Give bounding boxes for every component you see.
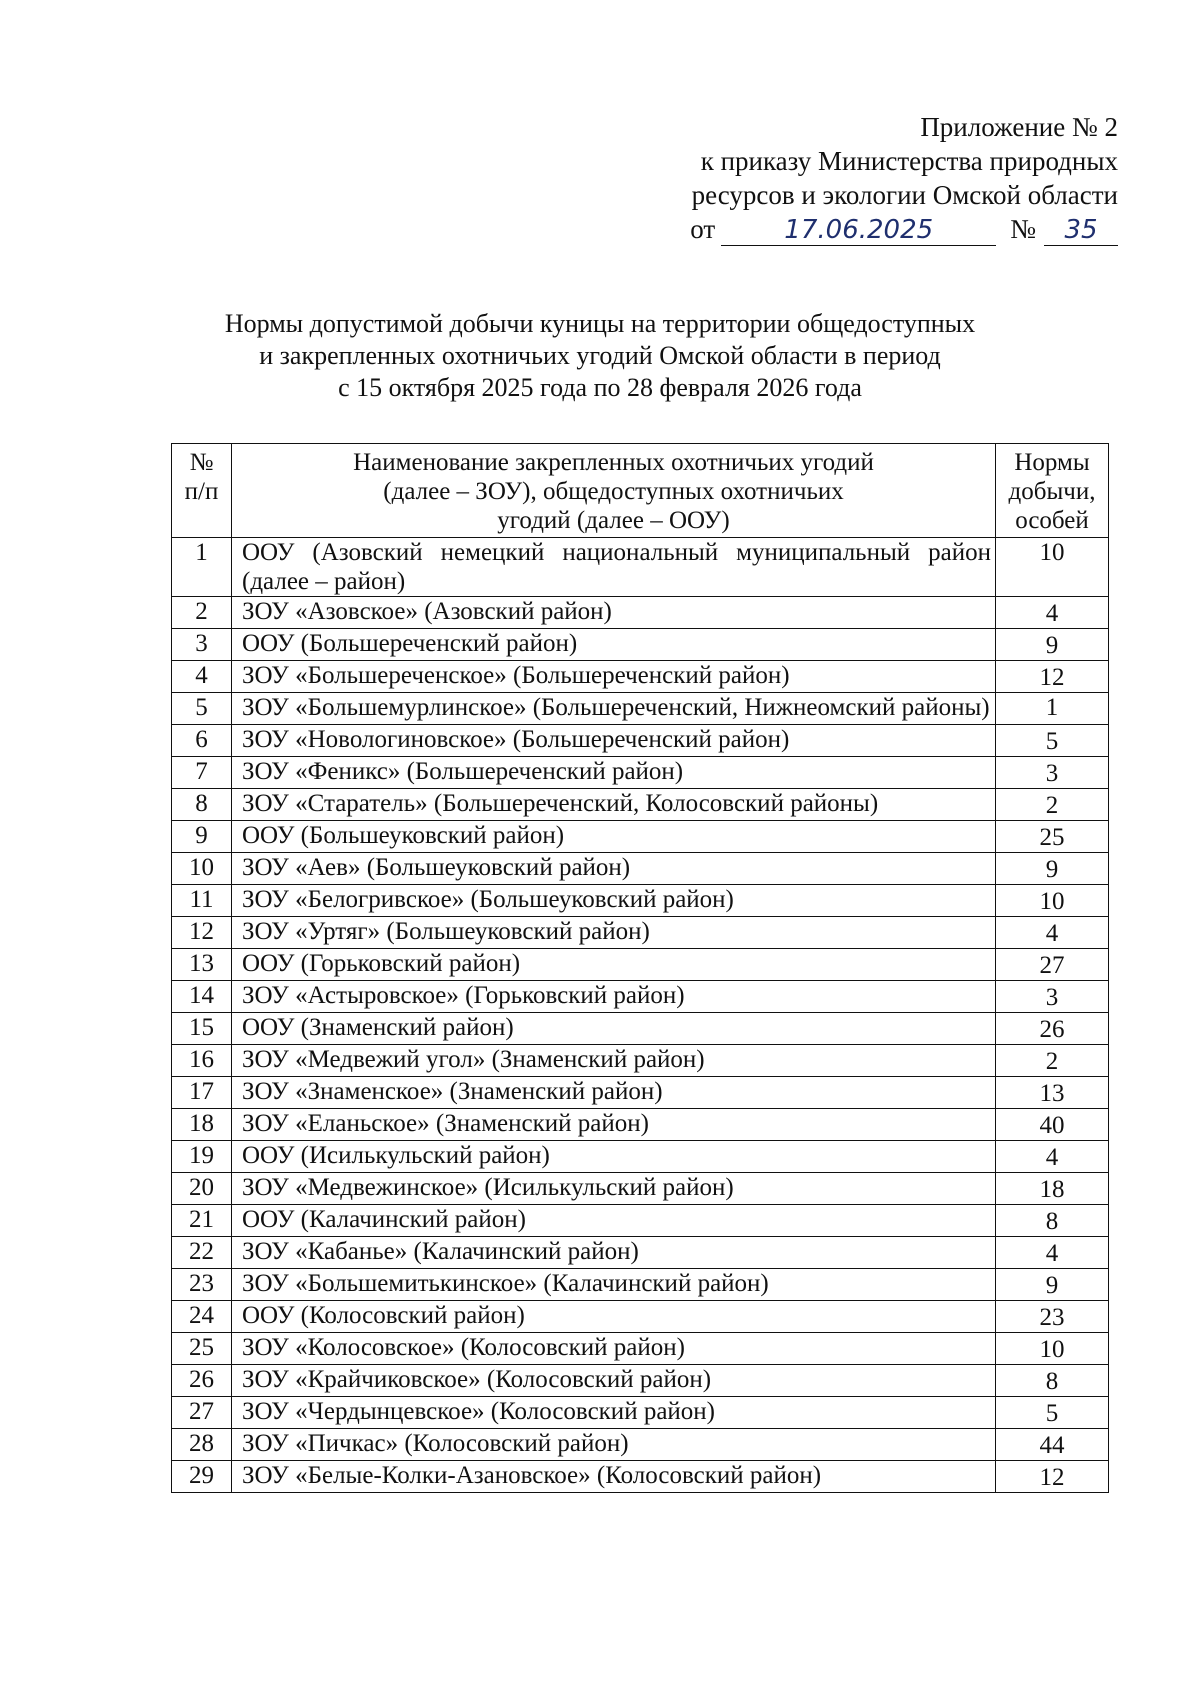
hunting-ground-name-cell: ЗОУ «Белые-Колки-Азановское» (Колосовский район) xyxy=(232,1461,996,1493)
harvest-norm-cell: 8 xyxy=(996,1205,1109,1237)
hunting-ground-name-cell: ЗОУ «Колосовское» (Колосовский район) xyxy=(232,1333,996,1365)
appendix-number: Приложение № 2 xyxy=(920,112,1118,142)
hunting-ground-name-cell: ООУ (Калачинский район) xyxy=(232,1205,996,1237)
harvest-norm-cell: 12 xyxy=(996,661,1109,693)
harvest-norm-cell: 26 xyxy=(996,1013,1109,1045)
row-number-cell: 22 xyxy=(172,1237,232,1269)
table-row xyxy=(172,597,1109,629)
harvest-norm-cell: 3 xyxy=(996,757,1109,789)
table-row xyxy=(172,1365,1109,1397)
table-row xyxy=(172,821,1109,853)
harvest-norm-cell: 23 xyxy=(996,1301,1109,1333)
table-row xyxy=(172,949,1109,981)
hunting-ground-name-cell: ЗОУ «Крайчиковское» (Колосовский район) xyxy=(232,1365,996,1397)
table-body xyxy=(172,538,1109,1493)
table-row xyxy=(172,1269,1109,1301)
hunting-ground-name-cell: ООУ (Исилькульский район) xyxy=(232,1141,996,1173)
hunting-ground-name-cell: ЗОУ «Медвежинское» (Исилькульский район) xyxy=(232,1173,996,1205)
harvest-norm-cell: 4 xyxy=(996,1141,1109,1173)
order-reference-line: к приказу Министерства природных xyxy=(700,146,1118,176)
hunting-ground-name-cell: ООУ (Знаменский район) xyxy=(232,1013,996,1045)
hunting-ground-name-cell: ЗОУ «Старатель» (Большереченский, Колосовский районы) xyxy=(232,789,996,821)
table-row xyxy=(172,789,1109,821)
harvest-norm-cell: 5 xyxy=(996,725,1109,757)
document-title xyxy=(150,308,1050,404)
row-number-cell: 6 xyxy=(172,725,232,757)
table-row xyxy=(172,1077,1109,1109)
row-number-cell: 2 xyxy=(172,597,232,629)
hunting-ground-name-cell: ЗОУ «Большемитькинское» (Калачинский район) xyxy=(232,1269,996,1301)
harvest-norm-cell: 3 xyxy=(996,981,1109,1013)
row-number-cell: 14 xyxy=(172,981,232,1013)
title-line-1: Нормы допустимой добычи куницы на территории общедоступных xyxy=(224,309,976,338)
row-number-cell: 13 xyxy=(172,949,232,981)
row-number-cell: 23 xyxy=(172,1269,232,1301)
row-number-cell: 3 xyxy=(172,629,232,661)
harvest-norm-cell: 10 xyxy=(996,538,1109,597)
row-number-cell: 25 xyxy=(172,1333,232,1365)
column-header-norm: Нормы добычи, особей xyxy=(996,444,1109,538)
column-header-name: Наименование закрепленных охотничьих угодий (далее – ЗОУ), общедоступных охотничьих угодий (далее – ООУ) xyxy=(232,444,996,538)
harvest-norm-cell: 27 xyxy=(996,949,1109,981)
hunting-ground-name-cell: ООУ (Большеуковский район) xyxy=(232,821,996,853)
table-row xyxy=(172,1173,1109,1205)
row-number-cell: 24 xyxy=(172,1301,232,1333)
harvest-norm-cell: 44 xyxy=(996,1429,1109,1461)
table-row xyxy=(172,1013,1109,1045)
harvest-norm-cell: 4 xyxy=(996,597,1109,629)
table-row xyxy=(172,981,1109,1013)
title-line-2: и закрепленных охотничьих угодий Омской области в период xyxy=(259,341,941,370)
table-row xyxy=(172,1301,1109,1333)
number-label: № xyxy=(1010,214,1036,244)
row-number-cell: 19 xyxy=(172,1141,232,1173)
hunting-ground-name-cell: ООУ (Колосовский район) xyxy=(232,1301,996,1333)
harvest-norm-cell: 12 xyxy=(996,1461,1109,1493)
harvest-norm-cell: 25 xyxy=(996,821,1109,853)
harvest-norm-cell: 4 xyxy=(996,917,1109,949)
appendix-header xyxy=(598,110,1118,246)
hunting-ground-name-cell: ООУ (Азовский немецкий национальный муниципальный район (далее – район) xyxy=(232,538,996,597)
table-row xyxy=(172,629,1109,661)
harvest-norm-cell: 4 xyxy=(996,1237,1109,1269)
hunting-ground-name-cell: ЗОУ «Белогривское» (Большеуковский район) xyxy=(232,885,996,917)
row-number-cell: 16 xyxy=(172,1045,232,1077)
table-row xyxy=(172,885,1109,917)
table-row xyxy=(172,917,1109,949)
row-number-cell: 11 xyxy=(172,885,232,917)
row-number-cell: 10 xyxy=(172,853,232,885)
row-number-cell: 9 xyxy=(172,821,232,853)
hunting-ground-name-cell: ЗОУ «Астыровское» (Горьковский район) xyxy=(232,981,996,1013)
row-number-cell: 15 xyxy=(172,1013,232,1045)
table-row xyxy=(172,1461,1109,1493)
row-number-cell: 8 xyxy=(172,789,232,821)
table-row xyxy=(172,1333,1109,1365)
harvest-norm-cell: 9 xyxy=(996,1269,1109,1301)
hunting-ground-name-cell: ЗОУ «Уртяг» (Большеуковский район) xyxy=(232,917,996,949)
row-number-cell: 28 xyxy=(172,1429,232,1461)
table-row xyxy=(172,725,1109,757)
harvest-norm-cell: 1 xyxy=(996,693,1109,725)
harvest-norm-cell: 9 xyxy=(996,629,1109,661)
hunting-ground-name-cell: ЗОУ «Еланьское» (Знаменский район) xyxy=(232,1109,996,1141)
row-number-cell: 29 xyxy=(172,1461,232,1493)
hunting-ground-name-cell: ЗОУ «Пичкас» (Колосовский район) xyxy=(232,1429,996,1461)
hunting-ground-name-cell: ЗОУ «Новологиновское» (Большереченский район) xyxy=(232,725,996,757)
norms-table-container xyxy=(171,443,1108,1493)
ministry-name-line: ресурсов и экологии Омской области xyxy=(691,180,1118,210)
handwritten-number: 35 xyxy=(1044,215,1118,246)
norms-table xyxy=(171,443,1109,1493)
hunting-ground-name-cell: ЗОУ «Аев» (Большеуковский район) xyxy=(232,853,996,885)
row-number-cell: 5 xyxy=(172,693,232,725)
harvest-norm-cell: 8 xyxy=(996,1365,1109,1397)
title-line-3: с 15 октября 2025 года по 28 февраля 2026 года xyxy=(338,373,862,402)
harvest-norm-cell: 2 xyxy=(996,789,1109,821)
hunting-ground-name-cell: ЗОУ «Чердынцевское» (Колосовский район) xyxy=(232,1397,996,1429)
table-row xyxy=(172,1205,1109,1237)
hunting-ground-name-cell: ЗОУ «Большереченское» (Большереченский район) xyxy=(232,661,996,693)
table-row xyxy=(172,1141,1109,1173)
row-number-cell: 12 xyxy=(172,917,232,949)
harvest-norm-cell: 13 xyxy=(996,1077,1109,1109)
table-row xyxy=(172,1237,1109,1269)
harvest-norm-cell: 40 xyxy=(996,1109,1109,1141)
row-number-cell: 17 xyxy=(172,1077,232,1109)
table-row xyxy=(172,661,1109,693)
hunting-ground-name-cell: ЗОУ «Кабанье» (Калачинский район) xyxy=(232,1237,996,1269)
row-number-cell: 7 xyxy=(172,757,232,789)
row-number-cell: 27 xyxy=(172,1397,232,1429)
harvest-norm-cell: 5 xyxy=(996,1397,1109,1429)
harvest-norm-cell: 18 xyxy=(996,1173,1109,1205)
column-header-number: № п/п xyxy=(172,444,232,538)
table-row xyxy=(172,538,1109,597)
table-row xyxy=(172,693,1109,725)
table-row xyxy=(172,1045,1109,1077)
harvest-norm-cell: 9 xyxy=(996,853,1109,885)
hunting-ground-name-cell: ЗОУ «Знаменское» (Знаменский район) xyxy=(232,1077,996,1109)
table-row xyxy=(172,757,1109,789)
row-number-cell: 18 xyxy=(172,1109,232,1141)
table-header-row xyxy=(172,444,1109,538)
hunting-ground-name-cell: ООУ (Большереченский район) xyxy=(232,629,996,661)
row-number-cell: 26 xyxy=(172,1365,232,1397)
harvest-norm-cell: 2 xyxy=(996,1045,1109,1077)
harvest-norm-cell: 10 xyxy=(996,1333,1109,1365)
hunting-ground-name-cell: ООУ (Горьковский район) xyxy=(232,949,996,981)
row-number-cell: 20 xyxy=(172,1173,232,1205)
hunting-ground-name-cell: ЗОУ «Феникс» (Большереченский район) xyxy=(232,757,996,789)
row-number-cell: 4 xyxy=(172,661,232,693)
harvest-norm-cell: 10 xyxy=(996,885,1109,917)
table-row xyxy=(172,1397,1109,1429)
hunting-ground-name-cell: ЗОУ «Медвежий угол» (Знаменский район) xyxy=(232,1045,996,1077)
handwritten-date: 17.06.2025 xyxy=(721,215,996,246)
table-row xyxy=(172,1109,1109,1141)
table-row xyxy=(172,1429,1109,1461)
hunting-ground-name-cell: ЗОУ «Большемурлинское» (Большереченский, Нижнеомский районы) xyxy=(232,693,996,725)
order-date-number-line xyxy=(598,212,1118,246)
row-number-cell: 1 xyxy=(172,538,232,597)
table-row xyxy=(172,853,1109,885)
row-number-cell: 21 xyxy=(172,1205,232,1237)
from-label: от xyxy=(690,214,716,244)
hunting-ground-name-cell: ЗОУ «Азовское» (Азовский район) xyxy=(232,597,996,629)
